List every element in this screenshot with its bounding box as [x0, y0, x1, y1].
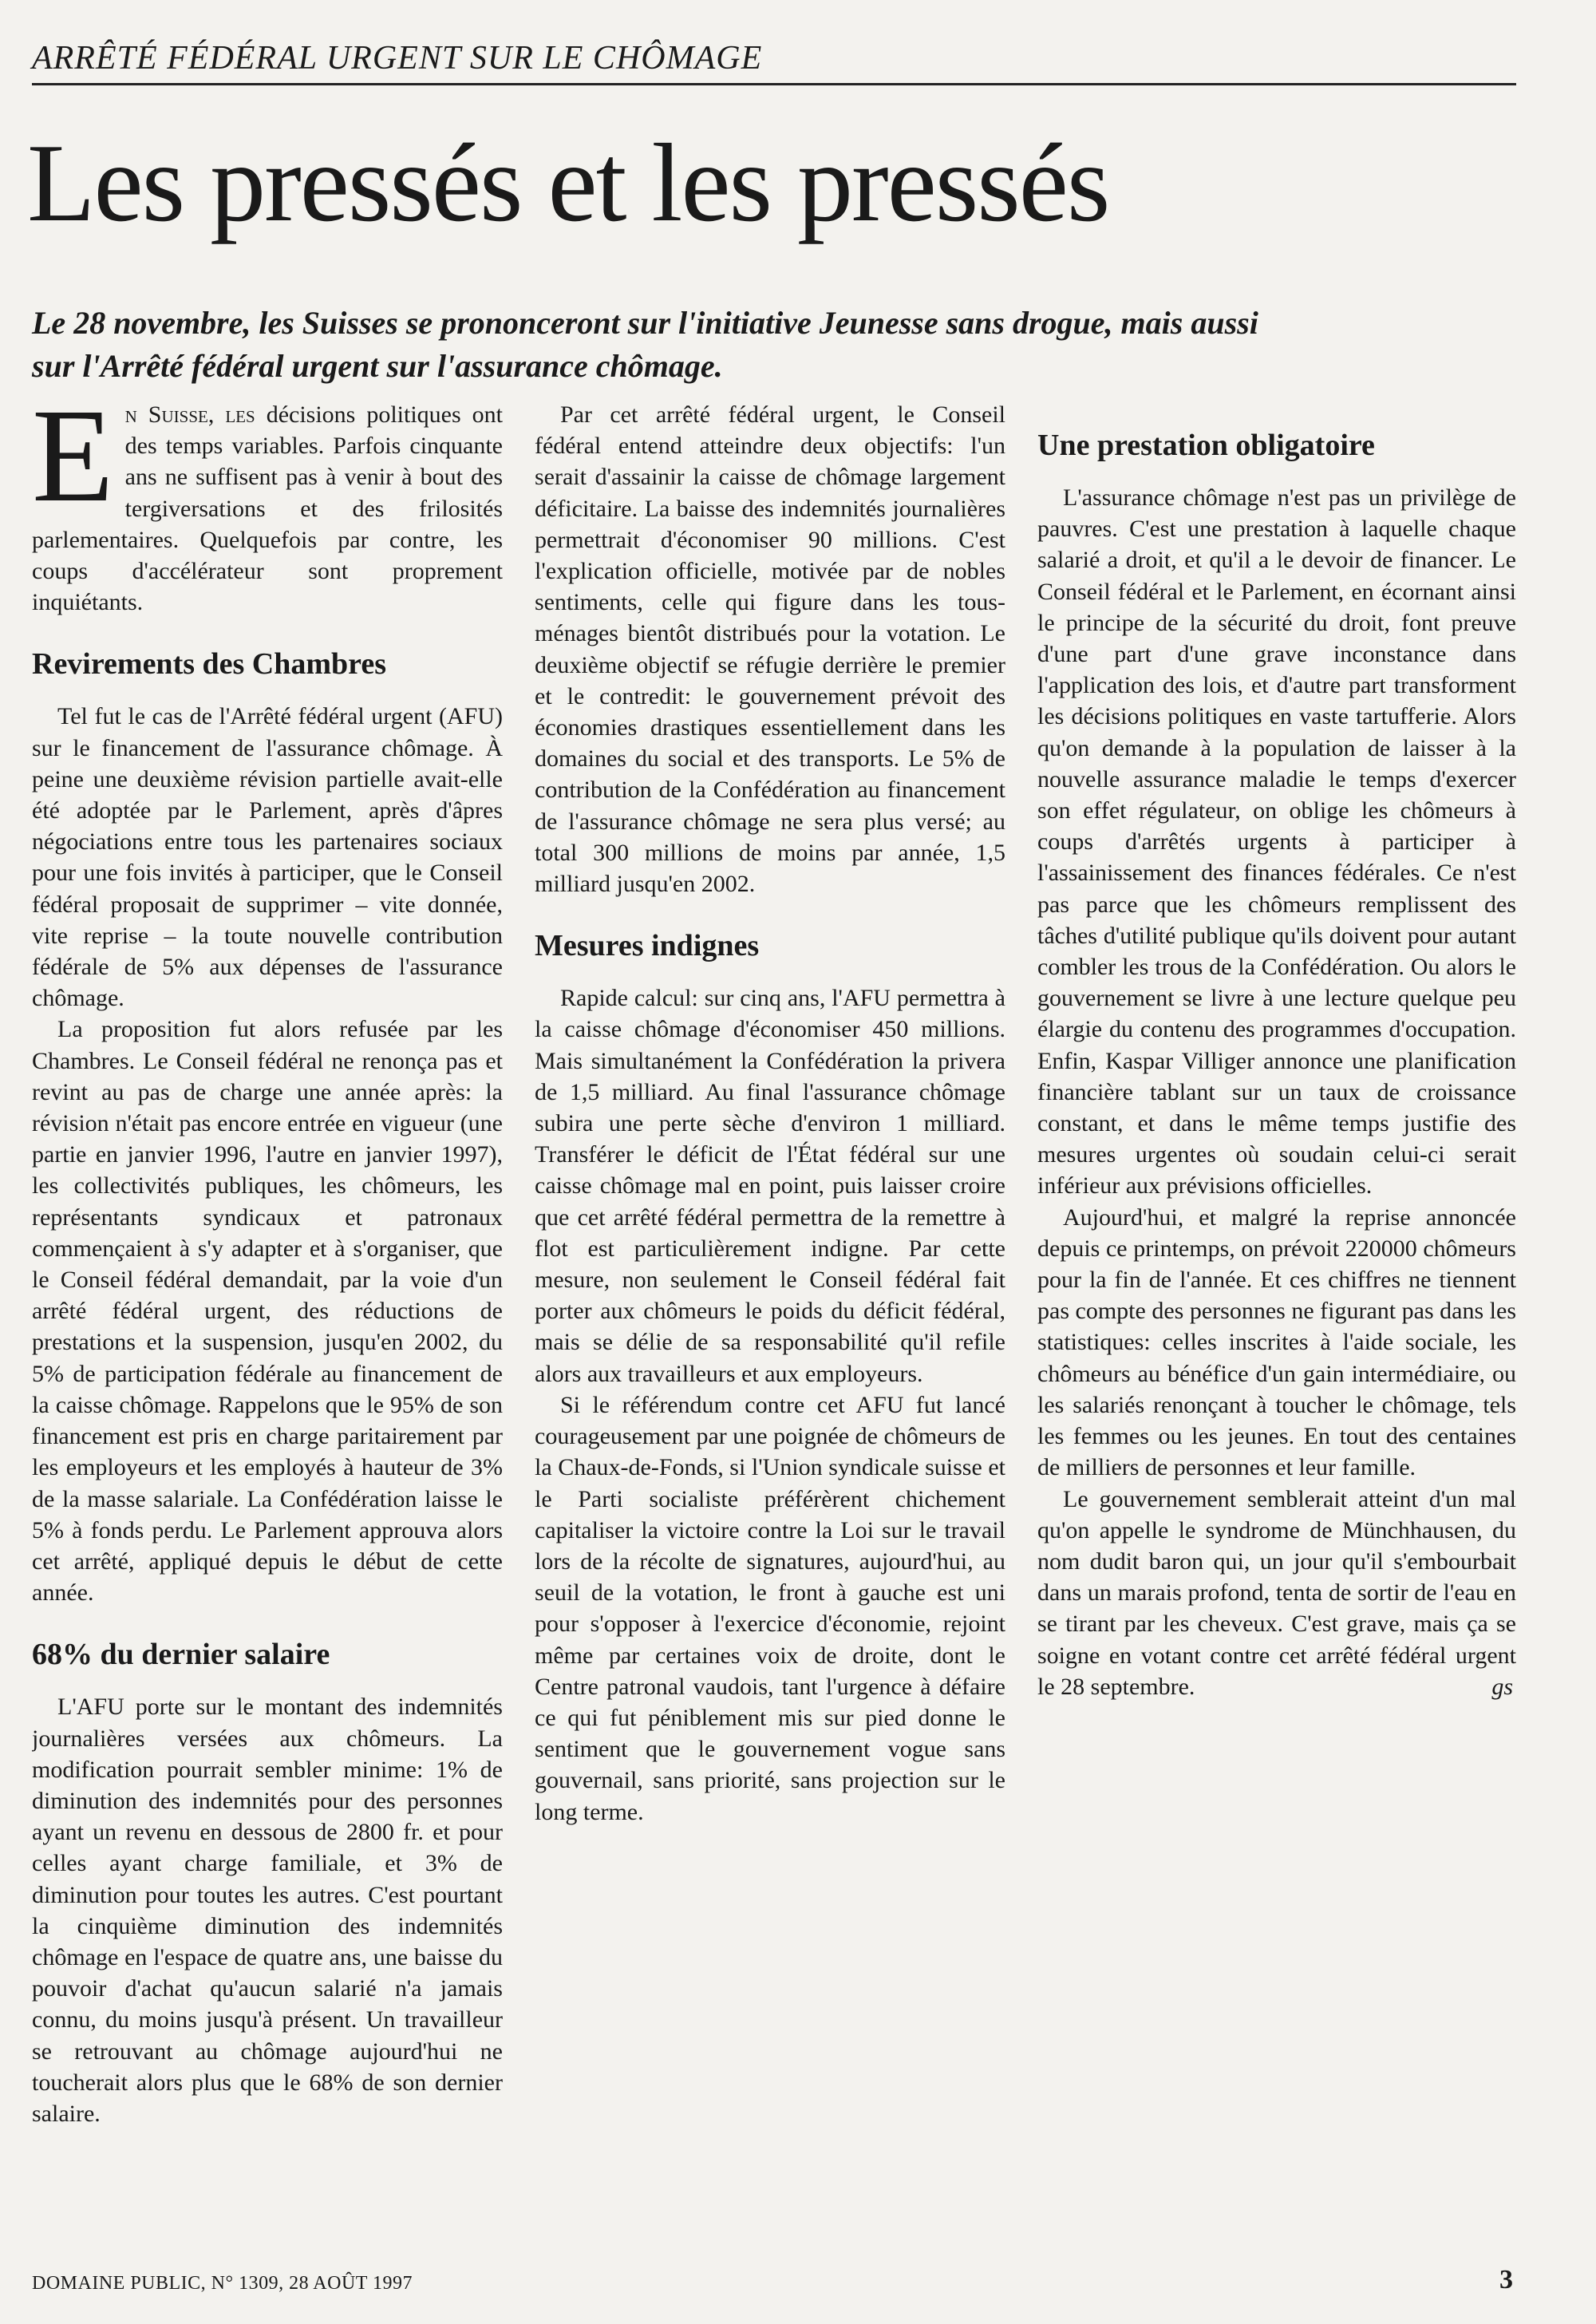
drop-cap: E: [32, 399, 114, 530]
intro-text: décisions politiques ont des temps variables. Parfois cinquante ans ne suffisent pas à venir à bout des tergiversations et des frilosités parlementaires. Quelquefois par contre, les coups d'accélérateur sont proprement inquiétants.: [32, 401, 503, 616]
author-signature: gs: [1491, 1673, 1513, 1700]
final-text: Le gouvernement semblerait atteint d'un mal qu'on appelle le syndrome de Münchhausen, du nom dudit baron qui, un jour qu'il s'embourbait dans un marais profond, tenta de sortir de l'eau en se tirant par les cheveux. C'est grave, mais ça se soigne en votant contre cet arrêté fédéral urgent le 28 septembre.: [1037, 1485, 1516, 1700]
paragraph: Tel fut le cas de l'Arrêté fédéral urgent (AFU) sur le financement de l'assurance chômage. À peine une deuxième révision partielle avait-elle été adoptée par le Parlement, après d'âpres négociations entre tous les partenaires sociaux pour une fois invités à participer, que le Conseil fédéral proposait de supprimer – vite donnée, vite reprise – la toute nouvelle contribution fédérale de 5% aux dépenses de l'assurance chômage.: [32, 703, 503, 1012]
paragraph: L'assurance chômage n'est pas un privilège de pauvres. C'est une prestation à laquelle chaque salarié a droit, et qu'il a le devoir de financer. Le Conseil fédéral et le Parlement, en écornant ainsi le principe de la sécurité du droit, font preuve d'une part d'une grave inconstance dans l'application des lois, et d'autre part transforment les décisions politiques en vaste tartufferie. Alors qu'on demande à la population de laisser à la nouvelle assurance maladie le temps d'exercer son effet régulateur, on oblige les chômeurs à coups d'arrêtés urgents à participer à l'assainissement des finances fédérales. Ce n'est pas parce que les chômeurs remplissent des tâches d'utilité publique qu'ils doivent pour autant combler les trous de la Confédération. Ou alors le gouvernement se livre à une lecture quelque peu élargie du contenu des programmes d'occupation. Enfin, Kaspar Villiger annonce une planification financière tablant sur un taux de croissance constant, et dans le même temps justifie des mesures urgentes où soudain celui-ci serait inférieur aux prévisions officielles.: [1037, 484, 1516, 1200]
intro-paragraph: [32, 399, 503, 618]
paragraph: Rapide calcul: sur cinq ans, l'AFU permettra à la caisse chômage d'économiser 450 millions. Mais simultanément la Confédération la privera de 1,5 milliard. Au final l'assurance chômage subira une perte sèche d'environ 1 milliard. Transférer le déficit de l'État fédéral sur une caisse chômage mal en point, puis laisser croire que cet arrêté fédéral permettra de la remettre à flot est particulièrement indigne. Par cette mesure, non seulement le Conseil fédéral fait porter aux chômeurs le poids du déficit fédéral, mais se délie de sa responsabilité qu'il refile alors aux travailleurs et aux employeurs.: [535, 985, 1005, 1387]
subhead-revirements: Revirements des Chambres: [32, 647, 386, 682]
paragraph: Aujourd'hui, et malgré la reprise annoncée depuis ce printemps, on prévoit 220000 chômeurs pour la fin de l'année. Et ces chiffres ne tiennent pas compte des personnes ne figurant pas dans les statistiques: celles inscrites à l'aide sociale, les chômeurs au bénéfice d'un gain intermédiaire, ou les salariés renonçant à toucher le chômage, tels les femmes ou les jeunes. En tout des centaines de milliers de personnes et leur famille.: [1037, 1204, 1516, 1481]
paragraph-final: [1037, 1484, 1516, 1702]
article-title: Les pressés et les pressés: [27, 121, 1109, 245]
paragraph: La proposition fut alors refusée par les Chambres. Le Conseil fédéral ne renonça pas et revint au pas de charge une année après: la révision n'était pas encore entrée en vigueur (une partie en janvier 1996, l'autre en janvier 1997), les collectivités publiques, les chômeurs, les représentants syndicaux et patronaux commençaient à s'y adapter et à s'organiser, que le Conseil fédéral demandait, par la voie d'un arrêté fédéral urgent, des réductions de prestations et la suspension, jusqu'en 2002, du 5% de participation fédérale au financement de la caisse chômage. Rappelons que le 95% de son financement est pris en charge paritairement par les employeurs et les employés à hauteur de 3% de la masse salariale. La Confédération laisse le 5% à fonds perdu. Le Parlement approuva alors cet arrêté, appliqué depuis le début de cette année.: [32, 1016, 503, 1607]
page-number: 3: [1499, 2265, 1513, 2294]
subhead-salaire: 68% du dernier salaire: [32, 1638, 330, 1672]
subhead-prestation: Une prestation obligatoire: [1037, 429, 1375, 462]
paragraph: Si le référendum contre cet AFU fut lancé courageusement par une poignée de chômeurs de la Chaux-de-Fonds, si l'Union syndicale suisse et le Parti socialiste préférèrent chichement capitaliser la victoire contre la Loi sur le travail lors de la récolte de signatures, aujourd'hui, au seuil de la votation, le front à gauche est uni pour s'opposer à l'exercice d'économie, rejoint même par certaines voix de droite, dont le Centre patronal vaudois, tant l'urgence à défaire ce qui fut péniblement mis sur pied donne le sentiment que le gouvernement vogue sans gouvernail, sans priorité, sans projection sur le long terme.: [535, 1391, 1005, 1825]
column-1: [32, 399, 503, 2227]
kicker-rule: [32, 83, 1516, 85]
publication-footer: DOMAINE PUBLIC, N° 1309, 28 AOÛT 1997: [32, 2273, 413, 2294]
section-kicker: ARRÊTÉ FÉDÉRAL URGENT SUR LE CHÔMAGE: [32, 40, 763, 77]
article-standfirst: Le 28 novembre, les Suisses se prononceront sur l'initiative Jeunesse sans drogue, mais aussi sur l'Arrêté fédéral urgent sur l'assurance chômage.: [32, 305, 1258, 384]
column-3: [1037, 399, 1516, 2227]
lead-smallcaps: n Suisse, les: [124, 401, 255, 428]
subhead-mesures: Mesures indignes: [535, 929, 760, 963]
paragraph: Par cet arrêté fédéral urgent, le Conseil fédéral entend atteindre deux objectifs: l'un serait d'assainir la caisse de chômage largement déficitaire. La baisse des indemnités journalières permettrait d'économiser 90 millions. C'est l'explication officielle, motivée par de nobles sentiments, celle qui figure dans les tous-ménages bientôt distribués pour la votation. Le deuxième objectif se réfugie derrière le premier et le contredit: le gouvernement prévoit des économies drastiques essentiellement dans les domaines du social et des transports. Le 5% de contribution de la Confédération au financement de l'assurance chômage ne sera plus versé; au total 300 millions de moins par année, 1,5 milliard jusqu'en 2002.: [535, 401, 1005, 898]
column-2: [535, 399, 1005, 2227]
paragraph: L'AFU porte sur le montant des indemnités journalières versées aux chômeurs. La modification pourrait sembler minime: 1% de diminution des indemnités pour des personnes ayant un revenu en dessous de 2800 fr. et pour celles ayant charge familiale, et 3% de diminution pour toutes les autres. C'est pourtant la cinquième diminution des indemnités chômage en l'espace de quatre ans, une baisse du pouvoir d'achat qu'aucun salarié n'a jamais connu, du moins jusqu'à présent. Un travailleur se retrouvant au chômage aujourd'hui ne toucherait alors plus que le 68% de son dernier salaire.: [32, 1694, 503, 2127]
